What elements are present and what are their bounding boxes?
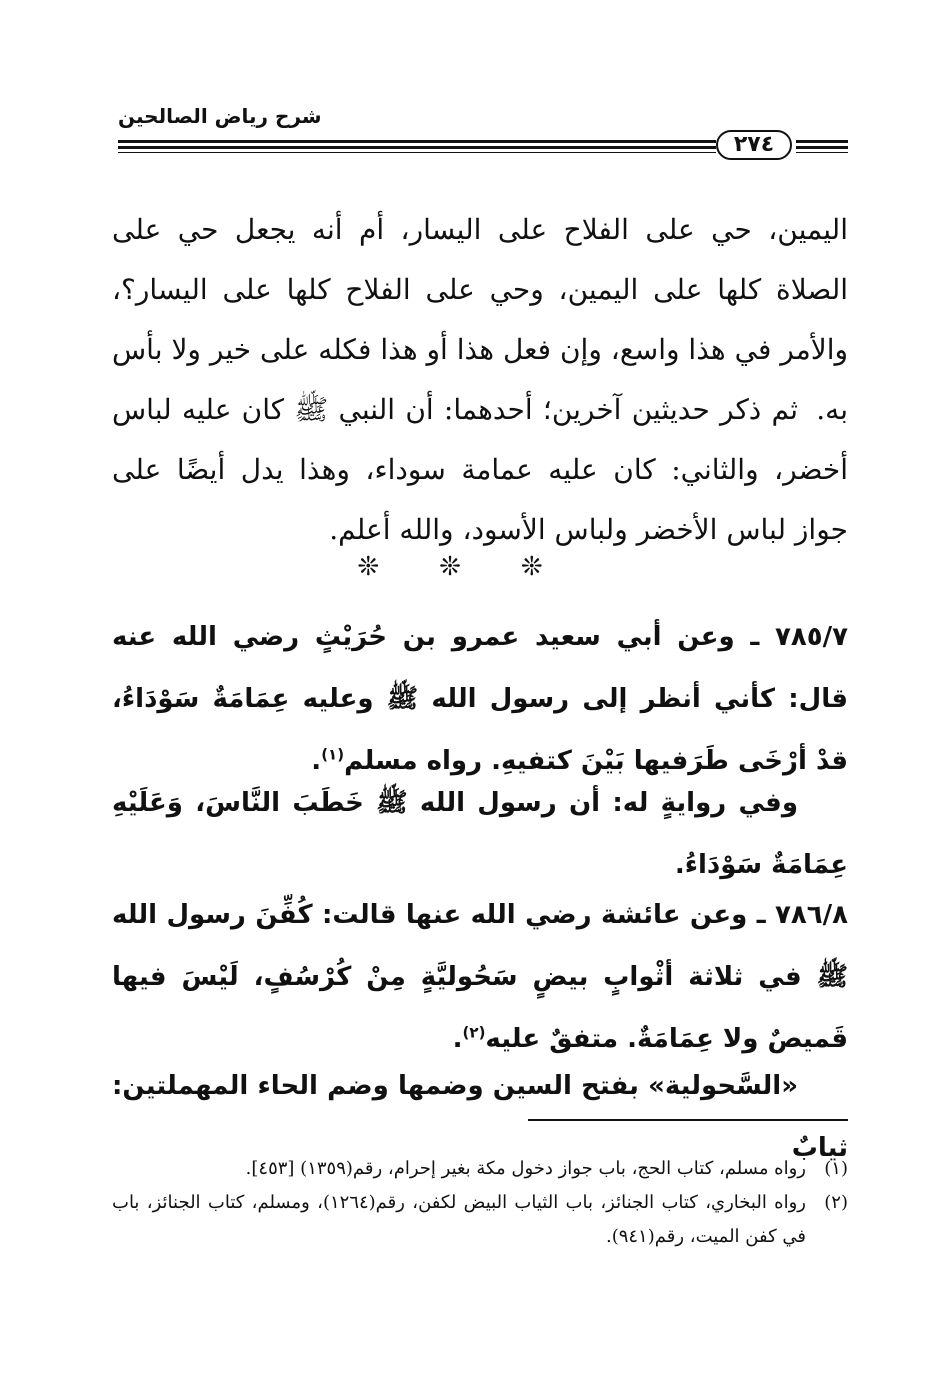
hadith-end: . [452,1024,463,1054]
footnote-number: (٢) [824,1192,848,1213]
footnote-item [112,1186,848,1254]
footnotes [112,1152,848,1254]
page-number-badge: ٢٧٤ [716,130,792,160]
header-rule [118,152,716,153]
hadith-text [112,772,848,896]
commentary-paragraph: اليمين، حي على الفلاح على اليسار، أم أنه يجعل حي على الصلاة كلها على اليمين، وحي على الفلاح كلها على اليسار؟، والأمر في هذا واسع، وإن فعل هذا أو هذا فكله على خير ولا بأس به. [112,213,848,426]
footnote-number: (١) [824,1158,848,1179]
hadith-text [112,884,848,1070]
commentary-paragraph: ثم ذكر حديثين آخرين؛ أحدهما: أن النبي ﷺ كان عليه لباس أخضر، والثاني: كان عليه عمامة سوداء، وهذا يدل أيضًا على جواز لباس الأخضر ولباس الأسود، والله أعلم. [112,393,848,546]
footnote-text: رواه البخاري، كتاب الجنائز، باب الثياب البيض لكفن، رقم(١٢٦٤)، ومسلم، كتاب الجنائز، باب في كفن الميت، رقم(٩٤١). [112,1192,806,1247]
header-rule [796,152,848,153]
running-header-title: شرح رياض الصالحين [118,104,322,128]
explanatory-note: «السَّحولية» بفتح السين وضمها وضم الحاء المهملتين: ثيابٌ [112,1071,848,1163]
hadith-body: ٧٨٥/٧ ـ وعن أبي سعيد عمرو بن حُرَيْثٍ رضي الله عنه قال: كأني أنظر إلى رسول الله ﷺ وعليه عِمَامَةٌ سَوْدَاءُ، قدْ أرْخَى طَرَفيها بَيْنَ كتفيهِ. رواه مسلم [112,622,848,776]
header-rule [118,140,716,143]
header-rule [118,146,716,149]
footnote-item [112,1152,848,1186]
hadith-body: ٧٨٦/٨ ـ وعن عائشة رضي الله عنها قالت: كُفِّنَ رسول الله ﷺ في ثلاثة أثْوابٍ بيضٍ سَحُوليَّةٍ مِنْ كُرْسُفٍ، لَيْسَ فيها قَميصٌ ولا عِمَامَةٌ. متفقٌ عليه [112,900,848,1054]
hadith-end: . [311,746,322,776]
footnote-divider [528,1119,848,1121]
section-separator: ❊❊❊ [357,552,603,582]
footnote-text: رواه مسلم، كتاب الحج، باب جواز دخول مكة بغير إحرام، رقم(١٣٥٩) [٤٥٣]. [245,1158,806,1179]
footnote-ref[interactable]: (٢) [462,1023,486,1042]
footnote-ref[interactable]: (١) [321,745,345,764]
header-rule [796,146,848,149]
header-rule [796,140,848,143]
hadith-body: وفي روايةٍ له: أن رسول الله ﷺ خَطَبَ النَّاسَ، وَعَلَيْهِ عِمَامَةٌ سَوْدَاءُ. [112,788,848,880]
hadith-text [112,606,848,792]
